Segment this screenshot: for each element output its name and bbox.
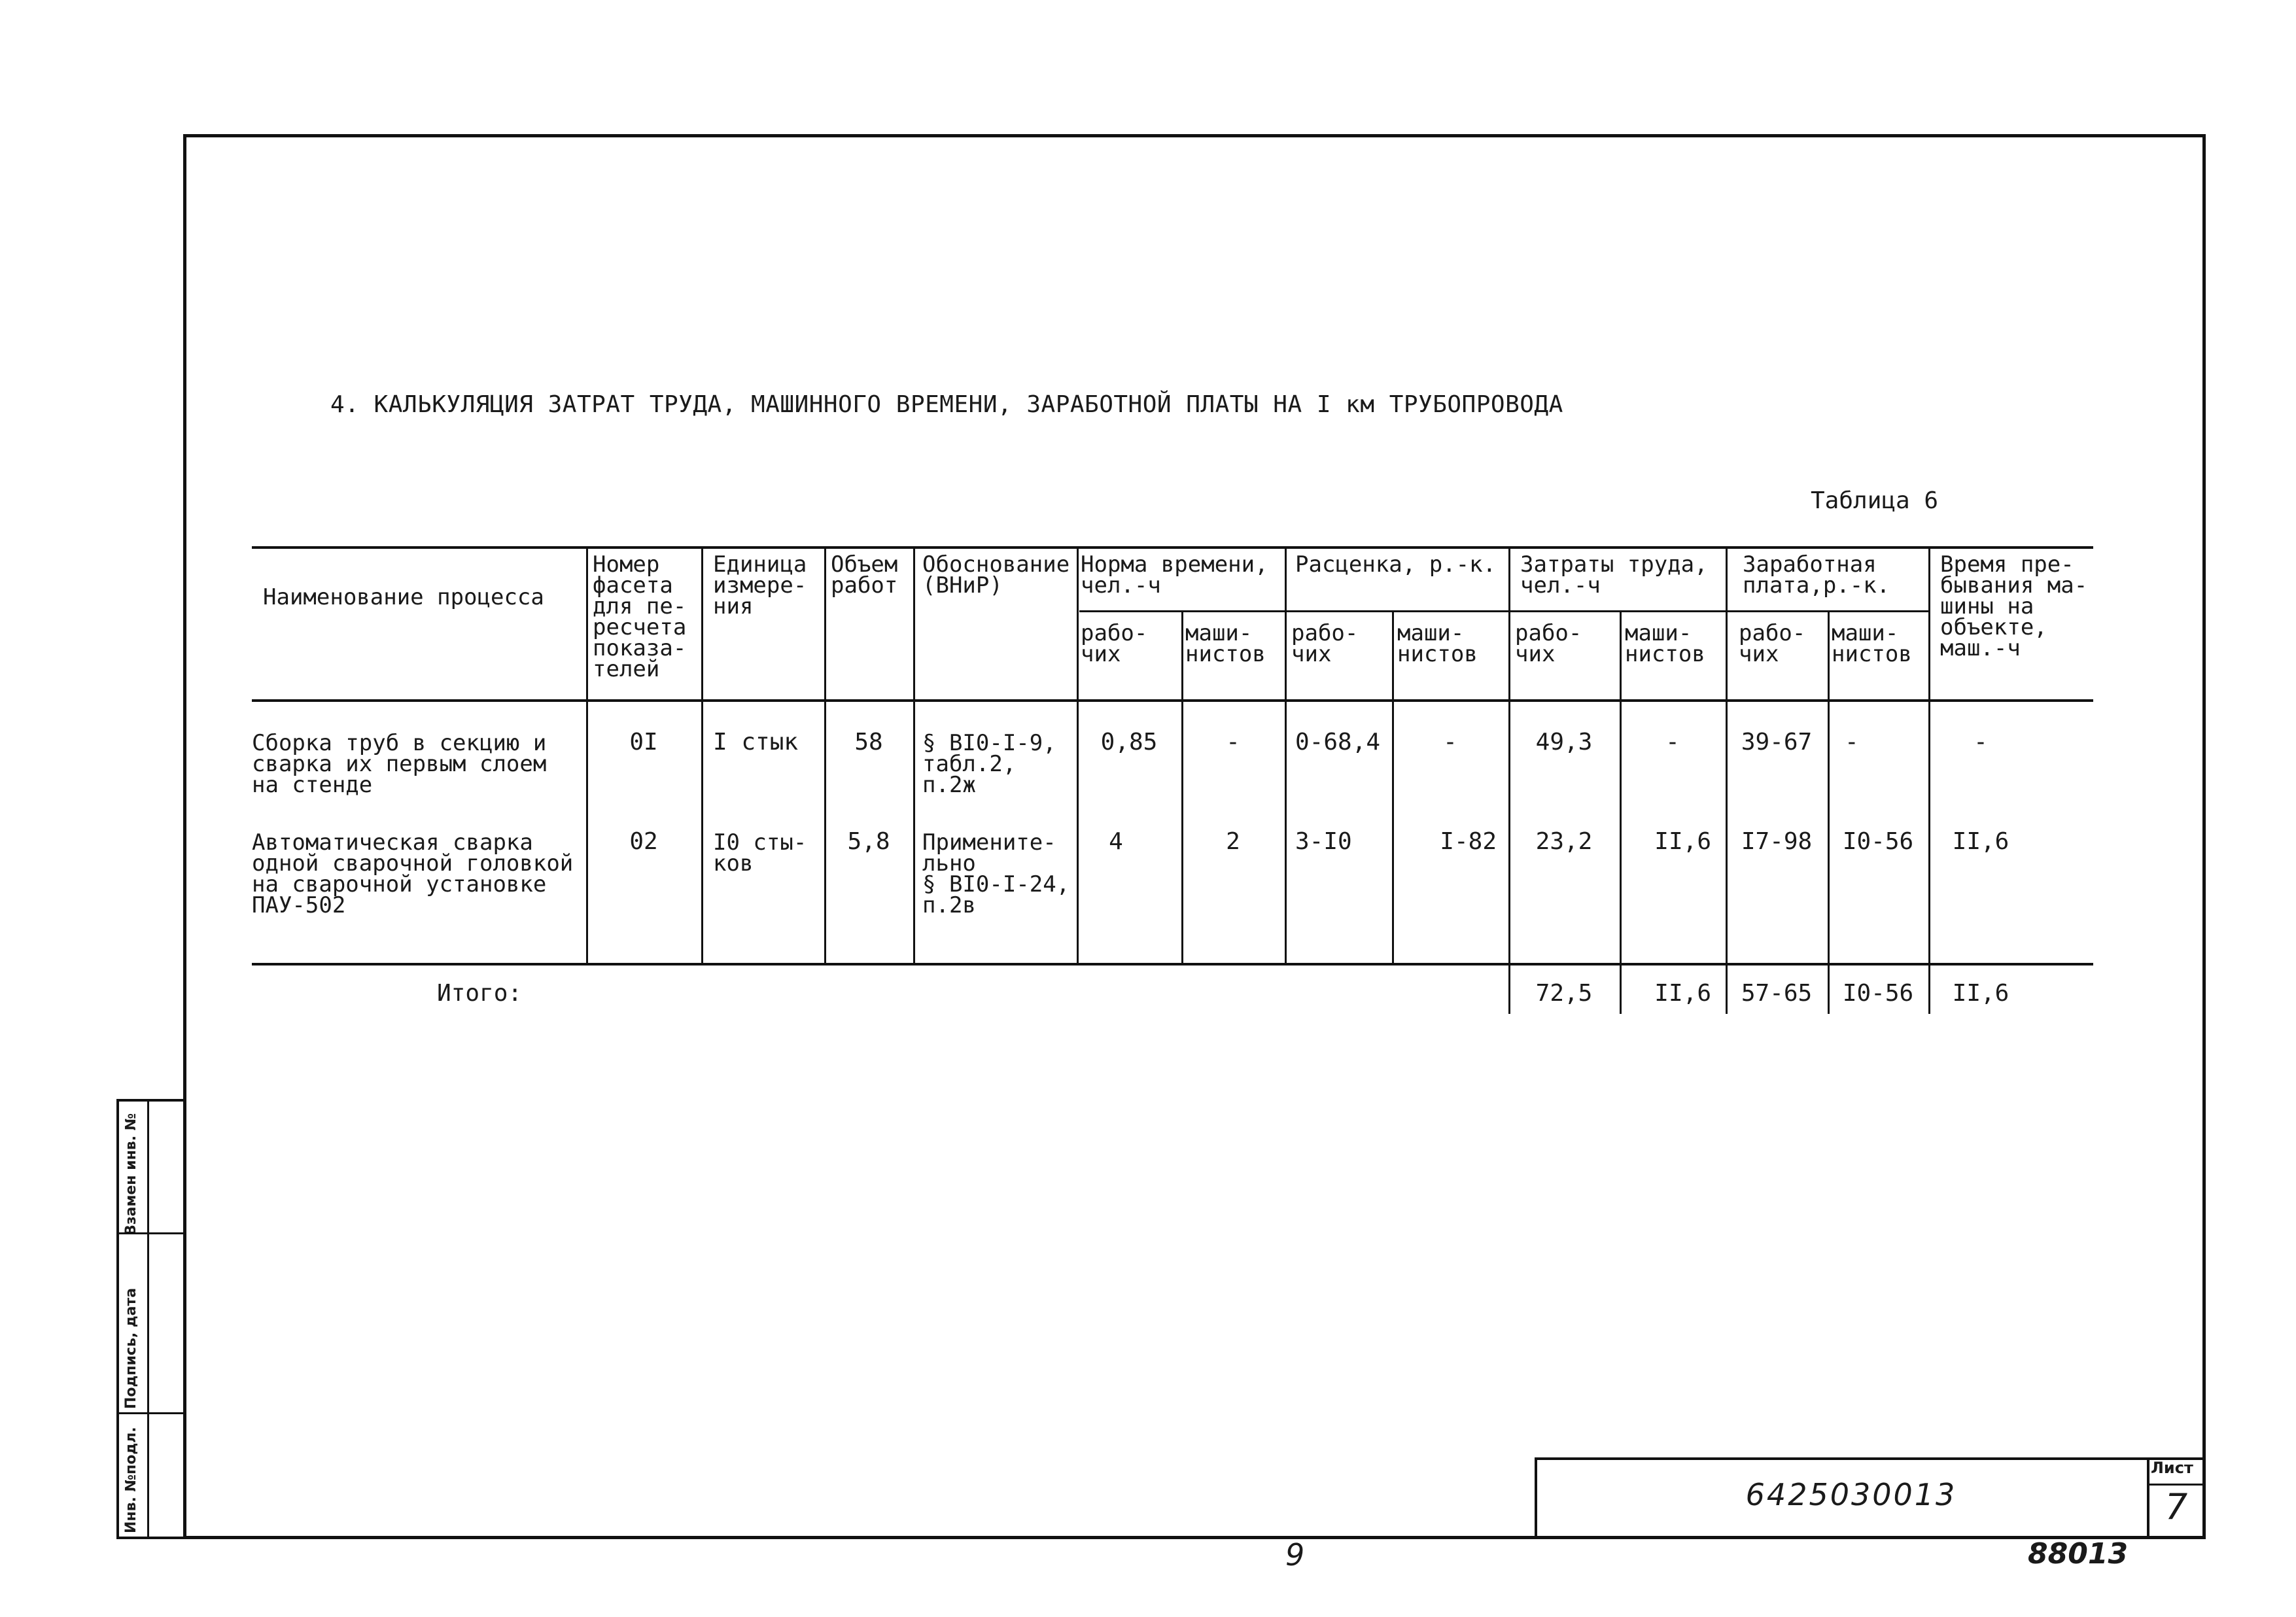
subheader-salary-workers: рабо- чих <box>1739 620 1806 667</box>
subheader-norm-workers: рабо- чих <box>1081 620 1148 667</box>
col-divider <box>1392 610 1394 963</box>
sheet-label: Лист <box>2151 1459 2193 1477</box>
total-salary-workers: 57-65 <box>1741 980 1813 1007</box>
section-heading: 4. КАЛЬКУЛЯЦИЯ ЗАТРАТ ТРУДА, МАШИННОГО ВРЕМЕНИ, ЗАРАБОТНОЙ ПЛАТЫ НА I км ТРУБОПРОВОДА <box>330 391 1563 418</box>
cell-volume: 5,8 <box>847 828 890 855</box>
table-top-rule <box>252 546 2093 549</box>
col-divider <box>586 546 588 963</box>
cell-facet: 0I <box>629 729 658 756</box>
table-number: Таблица 6 <box>1811 487 1939 514</box>
col-divider <box>824 546 826 963</box>
cell-labor-workers: 23,2 <box>1535 828 1593 855</box>
cell-norm-machinists: - <box>1226 729 1240 756</box>
cell-norm-machinists: 2 <box>1226 828 1240 855</box>
body-bottom-rule <box>252 963 2093 965</box>
strip-replace-inv: Взамен инв. № <box>123 1113 139 1236</box>
cell-salary-machinists: I0-56 <box>1842 828 1914 855</box>
cell-salary-workers: 39-67 <box>1741 729 1813 756</box>
total-labor-machinists: II,6 <box>1654 980 1711 1007</box>
cell-process: Сборка труб в секцию и сварка их первым слоем на стенде <box>252 730 547 798</box>
header-basis: Обоснование (ВНиР) <box>922 551 1070 599</box>
cell-machine-time: II,6 <box>1952 828 2009 855</box>
cell-unit: I стык <box>713 729 799 756</box>
header-process: Наименование процесса <box>263 584 544 610</box>
total-label: Итого: <box>437 980 523 1007</box>
cell-labor-machinists: II,6 <box>1654 828 1711 855</box>
cell-rate-machinists: I-82 <box>1440 828 1497 855</box>
strip-label-column <box>119 1102 149 1537</box>
cell-labor-workers: 49,3 <box>1535 729 1593 756</box>
col-divider <box>701 546 703 963</box>
total-labor-workers: 72,5 <box>1535 980 1593 1007</box>
header-bottom-rule <box>252 699 2093 702</box>
strip-inv-orig: Инв. №подл. <box>123 1427 139 1533</box>
subheader-rule <box>1079 610 1930 612</box>
cell-volume: 58 <box>854 729 883 756</box>
subheader-salary-machinists: маши- нистов <box>1832 620 1912 667</box>
subheader-labor-workers: рабо- чих <box>1515 620 1582 667</box>
cell-basis: Примените- льно § ВI0-I-24, п.2в <box>922 829 1070 918</box>
header-facet: Номер фасета для пе- ресчета показа- телей <box>593 551 687 682</box>
header-labor: Затраты труда, чел.-ч <box>1520 551 1708 599</box>
document-code: 6425030013 <box>1745 1477 1957 1512</box>
col-divider <box>1726 546 1728 963</box>
total-machine-time: II,6 <box>1952 980 2009 1007</box>
col-divider <box>1828 610 1830 963</box>
subheader-rate-workers: рабо- чих <box>1291 620 1359 667</box>
cell-norm-workers: 0,85 <box>1100 729 1158 756</box>
cell-facet: 02 <box>629 828 658 855</box>
side-stamp-strip <box>116 1099 183 1539</box>
cell-rate-workers: 3-I0 <box>1295 828 1352 855</box>
cell-labor-machinists: - <box>1665 729 1680 756</box>
page-code: 88013 <box>2028 1537 2129 1571</box>
cell-rate-machinists: - <box>1443 729 1457 756</box>
cell-unit: I0 сты- ков <box>713 829 807 877</box>
strip-divider <box>119 1412 183 1414</box>
header-volume: Объем работ <box>831 551 898 599</box>
strip-divider <box>119 1232 183 1234</box>
subheader-labor-machinists: маши- нистов <box>1625 620 1705 667</box>
header-machine-time: Время пре- бывания ма- шины на объекте, маш.-ч <box>1940 551 2088 661</box>
col-divider <box>1285 546 1287 963</box>
col-divider <box>1928 546 1930 963</box>
col-divider <box>1620 610 1622 963</box>
cell-salary-machinists: - <box>1845 729 1859 756</box>
cell-process: Автоматическая сварка одной сварочной головкой на сварочной установке ПАУ-502 <box>252 829 574 918</box>
subheader-norm-machinists: маши- нистов <box>1185 620 1266 667</box>
col-divider <box>1077 546 1079 963</box>
header-rate: Расценка, р.-к. <box>1295 551 1497 578</box>
col-divider <box>1508 546 1510 963</box>
header-unit: Единица измере- ния <box>713 551 807 619</box>
cell-norm-workers: 4 <box>1109 828 1123 855</box>
cell-machine-time: - <box>1974 729 1988 756</box>
cell-basis: § ВI0-I-9, табл.2, п.2ж <box>922 730 1056 798</box>
sheet-box-divider <box>2147 1484 2206 1486</box>
strip-sign-date: Подпись, дата <box>123 1287 139 1409</box>
subheader-rate-machinists: маши- нистов <box>1397 620 1478 667</box>
header-salary: Заработная плата,р.-к. <box>1743 551 1890 599</box>
header-norm: Норма времени, чел.-ч <box>1081 551 1268 599</box>
cell-salary-workers: I7-98 <box>1741 828 1813 855</box>
total-salary-machinists: I0-56 <box>1842 980 1914 1007</box>
sheet-number: 7 <box>2165 1486 2188 1527</box>
col-divider <box>1181 610 1183 963</box>
page-number: 9 <box>1285 1537 1305 1573</box>
col-divider <box>913 546 915 963</box>
cell-rate-workers: 0-68,4 <box>1295 729 1381 756</box>
